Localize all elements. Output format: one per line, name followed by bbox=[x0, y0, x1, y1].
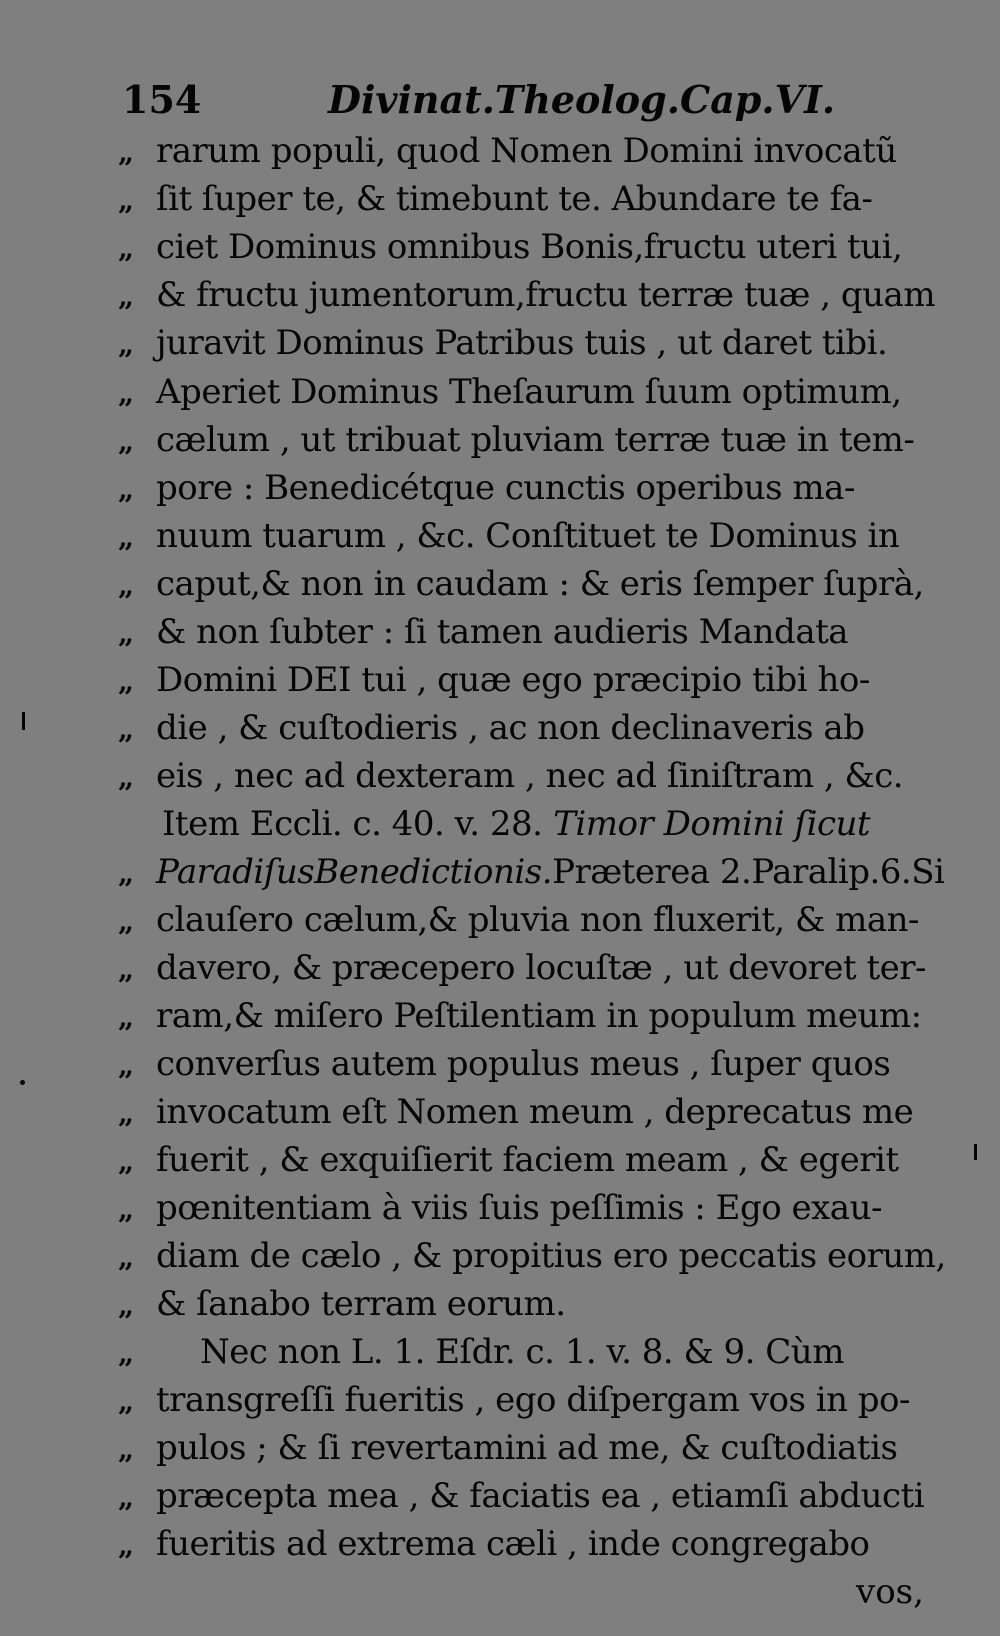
text-line bbox=[118, 752, 938, 800]
line-text: nuum tuarum , &c. Conſtituet te Dominus in bbox=[156, 516, 900, 556]
line-italic-text: Timor Domini ſicut bbox=[553, 804, 871, 844]
text-line bbox=[118, 656, 938, 704]
quote-mark: „ bbox=[118, 665, 135, 698]
quote-mark: „ bbox=[118, 713, 135, 746]
text-line bbox=[118, 223, 938, 271]
line-text: & fructu jumentorum,fructu terræ tuæ , quam bbox=[156, 275, 936, 315]
quote-mark: „ bbox=[118, 1145, 135, 1178]
text-line bbox=[118, 175, 938, 223]
quote-mark: „ bbox=[118, 377, 135, 410]
text-line bbox=[118, 416, 938, 464]
line-text: cælum , ut tribuat pluviam terræ tuæ in tem- bbox=[156, 420, 915, 460]
line-text: caput,& non in caudam : & eris ſemper ſuprà, bbox=[156, 564, 924, 604]
quote-mark: „ bbox=[118, 1001, 135, 1034]
text-line bbox=[118, 1232, 946, 1280]
line-text: Præterea 2.Paralip.6.Si bbox=[552, 852, 945, 892]
line-text: transgreſſi fueritis , ego diſpergam vos in po- bbox=[156, 1380, 911, 1420]
text-line bbox=[118, 319, 938, 367]
text-line bbox=[118, 464, 938, 512]
quote-mark: „ bbox=[118, 1241, 135, 1274]
line-text: & ſanabo terram eorum. bbox=[156, 1284, 566, 1324]
text-line bbox=[118, 1424, 938, 1472]
line-text: Nec non L. 1. Eſdr. c. 1. v. 8. & 9. Cùm bbox=[200, 1332, 844, 1372]
text-line bbox=[118, 1376, 938, 1424]
quote-mark: „ bbox=[118, 617, 135, 650]
line-text: & non ſubter : ſi tamen audieris Mandata bbox=[156, 612, 849, 652]
quote-mark: „ bbox=[118, 184, 135, 217]
text-line bbox=[118, 512, 938, 560]
line-text: pore : Benedicétque cunctis operibus ma- bbox=[156, 468, 855, 508]
line-text: ram,& miſero Peſtilentiam in populum meum: bbox=[156, 996, 922, 1036]
line-text: pœnitentiam à viis ſuis peſſimis : Ego exau- bbox=[156, 1188, 882, 1228]
text-line bbox=[118, 1472, 938, 1520]
quote-mark: „ bbox=[118, 1385, 135, 1418]
text-line bbox=[118, 992, 938, 1040]
text-line bbox=[118, 896, 938, 944]
page-number: 154 bbox=[122, 77, 202, 122]
line-text: davero, & præcepero locuſtæ , ut devoret ter- bbox=[156, 948, 927, 988]
line-text: Item Eccli. c. 40. v. 28. bbox=[162, 804, 543, 844]
line-italic-text: ParadiſusBenedictionis. bbox=[156, 852, 553, 892]
line-text: converſus autem populus meus , ſuper quos bbox=[156, 1044, 891, 1084]
quote-mark: „ bbox=[118, 1481, 135, 1514]
text-line bbox=[118, 1328, 938, 1376]
line-text: invocatum eſt Nomen meum , deprecatus me bbox=[156, 1092, 914, 1132]
line-text: præcepta mea , & faciatis ea , etiamſi abducti bbox=[156, 1476, 925, 1516]
quote-mark: „ bbox=[118, 953, 135, 986]
line-text: rarum populi, quod Nomen Domini invocatũ bbox=[156, 131, 897, 171]
quote-mark: „ bbox=[118, 569, 135, 602]
catchword: vos, bbox=[856, 1572, 924, 1612]
text-line bbox=[118, 848, 945, 896]
line-text: juravit Dominus Patribus tuis , ut daret tibi. bbox=[156, 323, 888, 363]
text-line bbox=[118, 704, 938, 752]
quote-mark: „ bbox=[118, 1337, 135, 1370]
quote-mark: „ bbox=[118, 425, 135, 458]
quote-mark: „ bbox=[118, 521, 135, 554]
quote-mark: „ bbox=[118, 1049, 135, 1082]
margin-speck bbox=[22, 712, 25, 730]
line-text: fueritis ad extrema cæli , inde congregabo bbox=[156, 1524, 870, 1564]
text-line bbox=[118, 127, 938, 175]
text-line bbox=[118, 1088, 938, 1136]
line-text: die , & cuſtodieris , ac non declinaveris ab bbox=[156, 708, 865, 748]
quote-mark: „ bbox=[118, 280, 135, 313]
quote-mark: „ bbox=[118, 1289, 135, 1322]
line-text: clauſero cælum,& pluvia non fluxerit, & man- bbox=[156, 900, 920, 940]
text-line bbox=[118, 1184, 938, 1232]
margin-speck bbox=[20, 1080, 25, 1085]
quote-mark: „ bbox=[118, 1097, 135, 1130]
line-text: ſit ſuper te, & timebunt te. Abundare te fa- bbox=[156, 179, 873, 219]
quote-mark: „ bbox=[118, 473, 135, 506]
text-line bbox=[118, 1136, 938, 1184]
quote-mark: „ bbox=[118, 232, 135, 265]
line-text: Domini DEI tui , quæ ego præcipio tibi ho- bbox=[156, 660, 870, 700]
quote-mark: „ bbox=[118, 905, 135, 938]
text-line bbox=[118, 800, 938, 848]
quote-mark: „ bbox=[118, 1193, 135, 1226]
quote-mark: „ bbox=[118, 857, 135, 890]
text-line bbox=[118, 271, 938, 319]
line-text: pulos ; & ſi revertamini ad me, & cuſtodiatis bbox=[156, 1428, 898, 1468]
quote-mark: „ bbox=[118, 328, 135, 361]
line-text: diam de cælo , & propitius ero peccatis eorum, bbox=[156, 1236, 946, 1276]
text-line bbox=[118, 1280, 938, 1328]
text-line bbox=[118, 608, 938, 656]
line-text: Aperiet Dominus Theſaurum ſuum optimum, bbox=[156, 372, 902, 412]
quote-mark: „ bbox=[118, 1433, 135, 1466]
line-text: fuerit , & exquiſierit faciem meam , & egerit bbox=[156, 1140, 899, 1180]
text-line bbox=[118, 560, 938, 608]
running-title: Divinat.Theolog.Cap.VI. bbox=[328, 77, 836, 122]
text-line bbox=[118, 1040, 938, 1088]
line-text: ciet Dominus omnibus Bonis,fructu uteri tui, bbox=[156, 227, 903, 267]
text-line bbox=[118, 944, 938, 992]
quote-mark: „ bbox=[118, 761, 135, 794]
text-line bbox=[118, 1520, 938, 1568]
text-line bbox=[118, 368, 938, 416]
line-text: eis , nec ad dexteram , nec ad ſiniſtram , &c. bbox=[156, 756, 904, 796]
margin-speck bbox=[974, 1144, 977, 1160]
quote-mark: „ bbox=[118, 1529, 135, 1562]
quote-mark: „ bbox=[118, 136, 135, 169]
